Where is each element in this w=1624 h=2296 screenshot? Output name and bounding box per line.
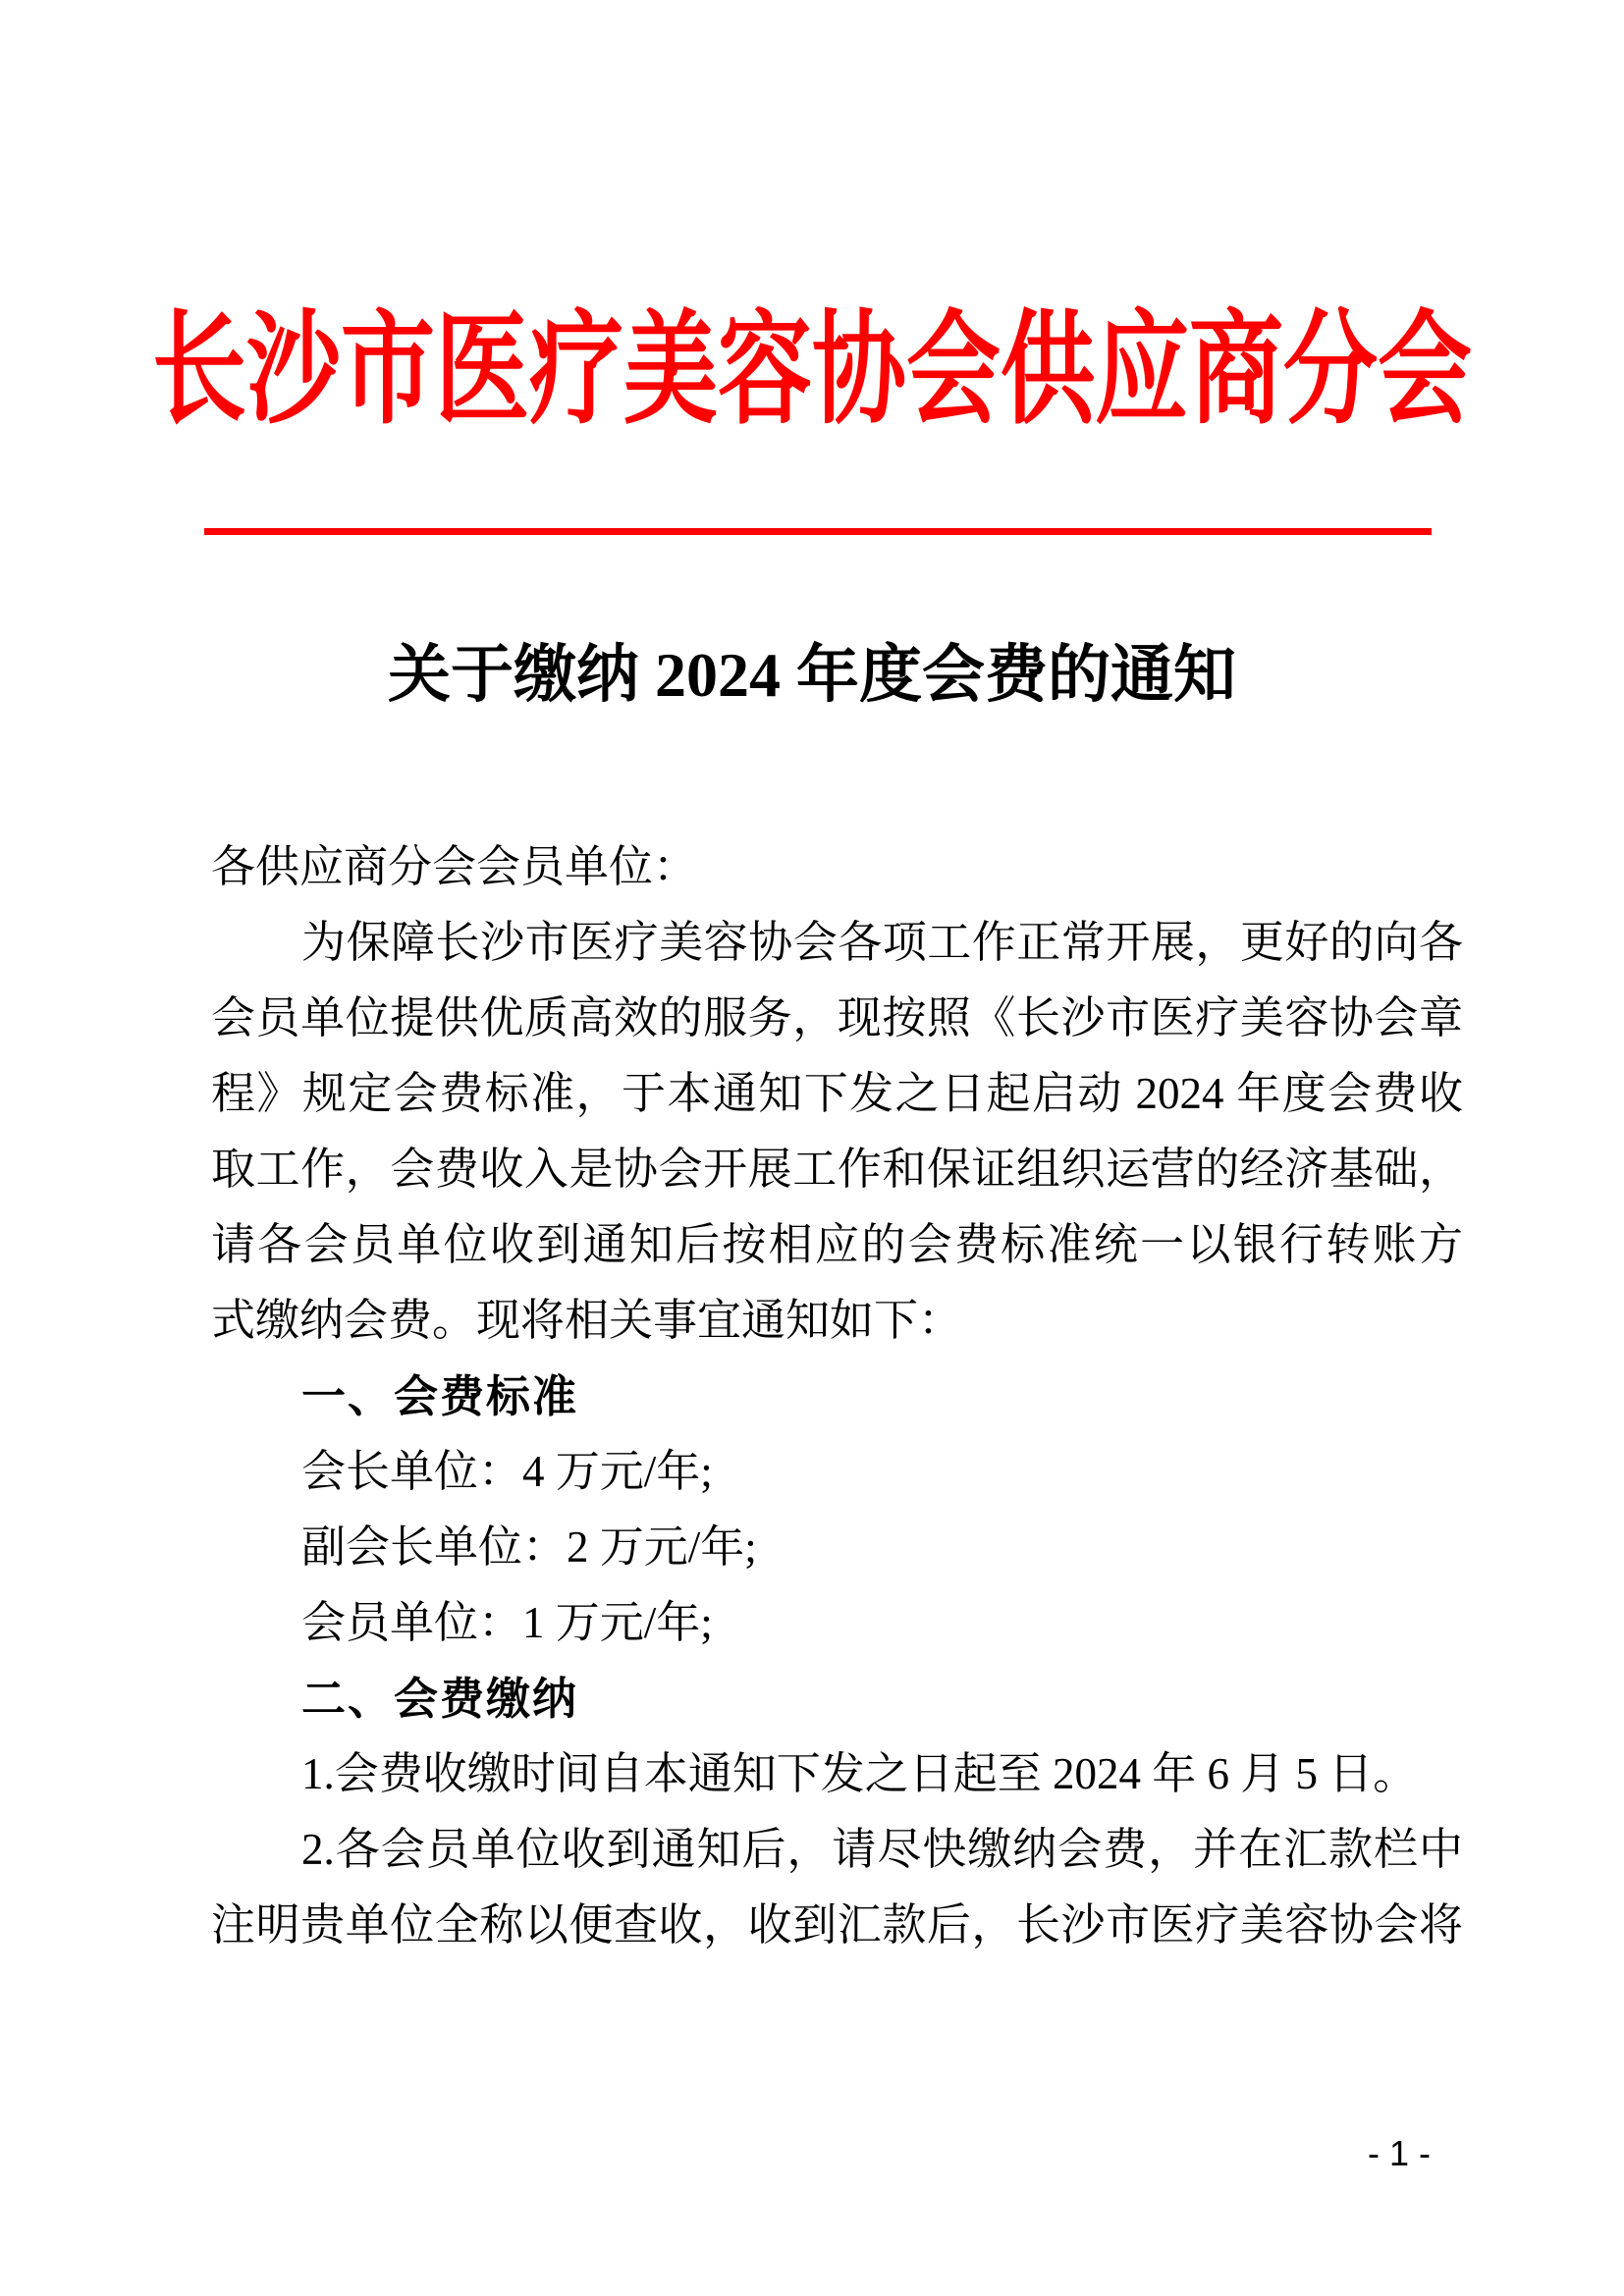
fee-line: 会员单位：1 万元/年; bbox=[301, 1598, 713, 1647]
body-line: 请各会员单位收到通知后按相应的会费标准统一以银行转账方 bbox=[211, 1220, 1463, 1269]
page-number: - 1 - bbox=[1367, 2133, 1431, 2173]
notice-body bbox=[211, 829, 1463, 1963]
body-line: 式缴纳会费。现将相关事宜通知如下： bbox=[211, 1296, 963, 1345]
salutation: 各供应商分会会员单位： bbox=[211, 842, 698, 891]
body-line: 会员单位提供优质高效的服务，现按照《长沙市医疗美容协会章 bbox=[211, 993, 1463, 1042]
org-title: 长沙市医疗美容协会供应商分会 bbox=[152, 301, 1472, 439]
body-line: 注明贵单位全称以便查收，收到汇款后，长沙市医疗美容协会将 bbox=[211, 1900, 1463, 1949]
notice-title: 关于缴纳 2024 年度会费的通知 bbox=[388, 640, 1236, 710]
fee-line: 会长单位：4 万元/年; bbox=[301, 1447, 713, 1496]
body-line: 2.各会员单位收到通知后，请尽快缴纳会费，并在汇款栏中 bbox=[301, 1825, 1463, 1874]
body-line: 为保障长沙市医疗美容协会各项工作正常开展，更好的向各 bbox=[301, 918, 1463, 967]
section-heading: 二、会费缴纳 bbox=[301, 1674, 579, 1724]
fee-line: 副会长单位：2 万元/年; bbox=[301, 1522, 757, 1572]
body-line: 1.会费收缴时间自本通知下发之日起至 2024 年 6 月 5 日。 bbox=[301, 1749, 1418, 1798]
red-divider bbox=[204, 528, 1432, 535]
body-line: 取工作，会费收入是协会开展工作和保证组织运营的经济基础， bbox=[211, 1145, 1463, 1194]
body-line: 程》规定会费标准，于本通知下发之日起启动 2024 年度会费收 bbox=[211, 1069, 1463, 1118]
section-heading: 一、会费标准 bbox=[301, 1371, 579, 1421]
